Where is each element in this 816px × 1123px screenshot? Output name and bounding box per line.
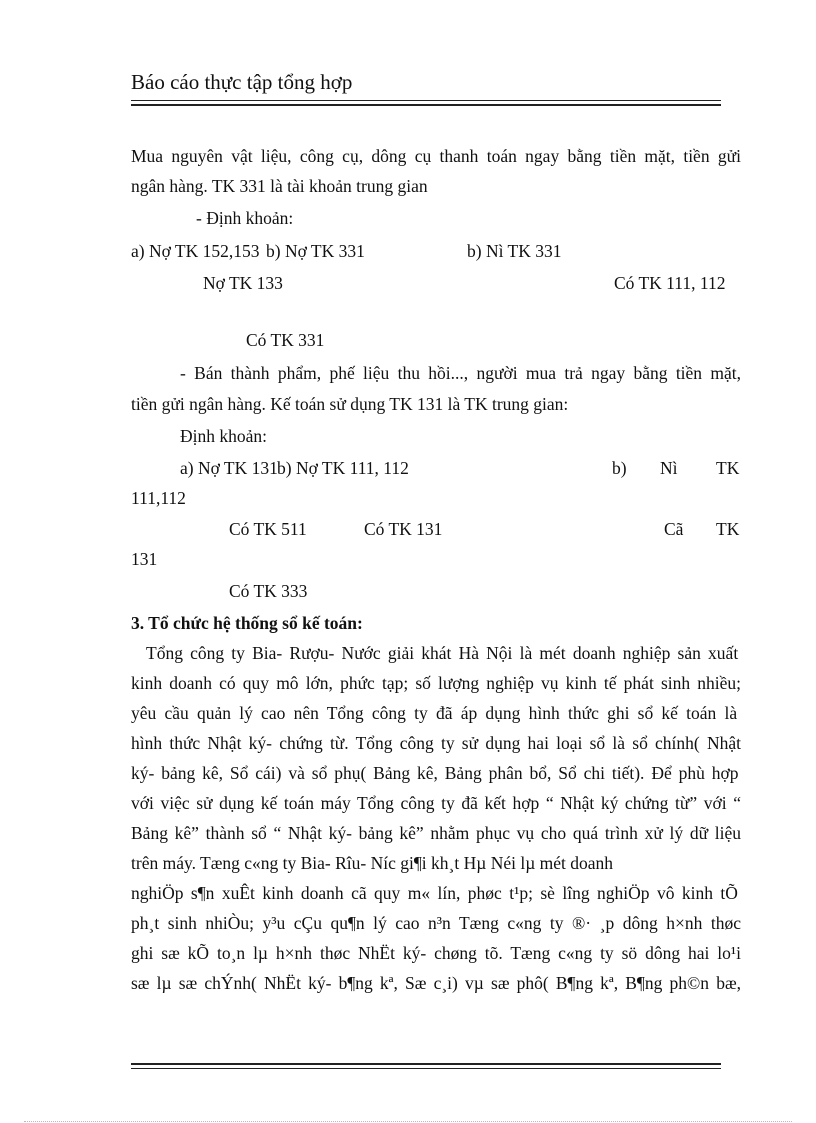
journal-entry: 111,112: [131, 488, 186, 508]
paragraph-line: Tổng công ty Bia- Rượu- Nước giải khát Hà Nội là mét doanh nghiệp sản xuất: [146, 643, 739, 663]
journal-entry: TK: [716, 519, 740, 539]
footer-rule-bottom: [131, 1068, 721, 1069]
journal-entry: Có TK 111, 112: [614, 273, 726, 293]
journal-entry: b): [612, 458, 627, 478]
journal-entry: b) Nợ TK 331: [266, 241, 365, 261]
footer-rule-top: [131, 1063, 721, 1065]
journal-entry: Có TK 131: [364, 519, 443, 539]
journal-entry: 131: [131, 549, 158, 569]
paragraph-line: hình thức Nhật ký- chứng từ. Tổng công ty sử dụng hai loại sổ là sổ chính( Nhật: [131, 733, 741, 753]
journal-entry: b) Nợ TK 111, 112: [277, 458, 409, 478]
journal-entry: a) Nợ TK 131: [180, 458, 278, 478]
journal-entry: Nợ TK 133: [203, 273, 283, 293]
journal-entry: Nì: [660, 458, 678, 478]
journal-entry: Có TK 331: [246, 330, 325, 350]
paragraph-line: trên máy. Tæng c«ng ty Bia- Rîu- Níc gi¶i kh¸t Hµ Néi lµ mét doanh: [131, 853, 614, 873]
paragraph-line: kinh doanh có quy mô lớn, phức tạp; số lượng nghiệp vụ kinh tế phát sinh nhiều;: [131, 673, 741, 693]
paragraph-line: - Bán thành phẩm, phế liệu thu hồi..., người mua trả ngay bằng tiền mặt,: [180, 363, 741, 383]
document-header-title: Báo cáo thực tập tổng hợp: [131, 70, 353, 94]
header-rule-bottom: [131, 104, 721, 106]
section-heading: 3. Tổ chức hệ thống sổ kế toán:: [131, 613, 363, 633]
journal-entry: Có TK 511: [229, 519, 307, 539]
entry-label: - Định khoản:: [196, 208, 294, 228]
paragraph-line: ký- bảng kê, Sổ cái) và sổ phụ( Bảng kê, Bảng phân bổ, Sổ chi tiết). Để phù hợp: [131, 763, 739, 783]
paragraph-line: Bảng kê” thành sổ “ Nhật ký- bảng kê” nhằm phục vụ cho quá trình xử lý dữ liệu: [131, 823, 741, 843]
paragraph-line: ghi sæ kÕ to¸n lµ h×nh thøc NhËt ký- chøng tõ. Tæng c«ng ty sö dông hai lo¹i: [131, 943, 741, 963]
paragraph-line: sæ lµ sæ chÝnh( NhËt ký- b¶ng kª, Sæ c¸i) vµ sæ phô( B¶ng kª, B¶ng ph©n bæ,: [131, 973, 741, 993]
journal-entry: b) Nì TK 331: [467, 241, 562, 261]
page-edge-divider: [24, 1121, 792, 1122]
journal-entry: Có TK 333: [229, 581, 308, 601]
paragraph-line: ngân hàng. TK 331 là tài khoản trung gian: [131, 176, 428, 196]
header-rule-top: [131, 100, 721, 101]
journal-entry: a) Nợ TK 152,153: [131, 241, 260, 261]
paragraph-line: yêu cầu quản lý cao nên Tổng công ty đã áp dụng hình thức ghi sổ kế toán là: [131, 703, 738, 723]
entry-label: Định khoản:: [180, 426, 268, 446]
paragraph-line: nghiÖp s¶n xuÊt kinh doanh cã quy m« lín, phøc t¹p; sè lîng nghiÖp vô kinh tÕ: [131, 883, 738, 903]
journal-entry: Cã: [664, 519, 684, 539]
journal-entry: TK: [716, 458, 740, 478]
paragraph-line: Mua nguyên vật liệu, công cụ, dông cụ thanh toán ngay bằng tiền mặt, tiền gửi: [131, 146, 741, 166]
paragraph-line: với việc sử dụng kế toán máy Tổng công ty đã kết hợp “ Nhật ký chứng từ” với “: [131, 793, 741, 813]
paragraph-line: tiền gửi ngân hàng. Kế toán sử dụng TK 131 là TK trung gian:: [131, 394, 569, 414]
paragraph-line: ph¸t sinh nhiÒu; y³u cÇu qu¶n lý cao n³n Tæng c«ng ty ®· ¸p dông h×nh thøc: [131, 913, 741, 933]
